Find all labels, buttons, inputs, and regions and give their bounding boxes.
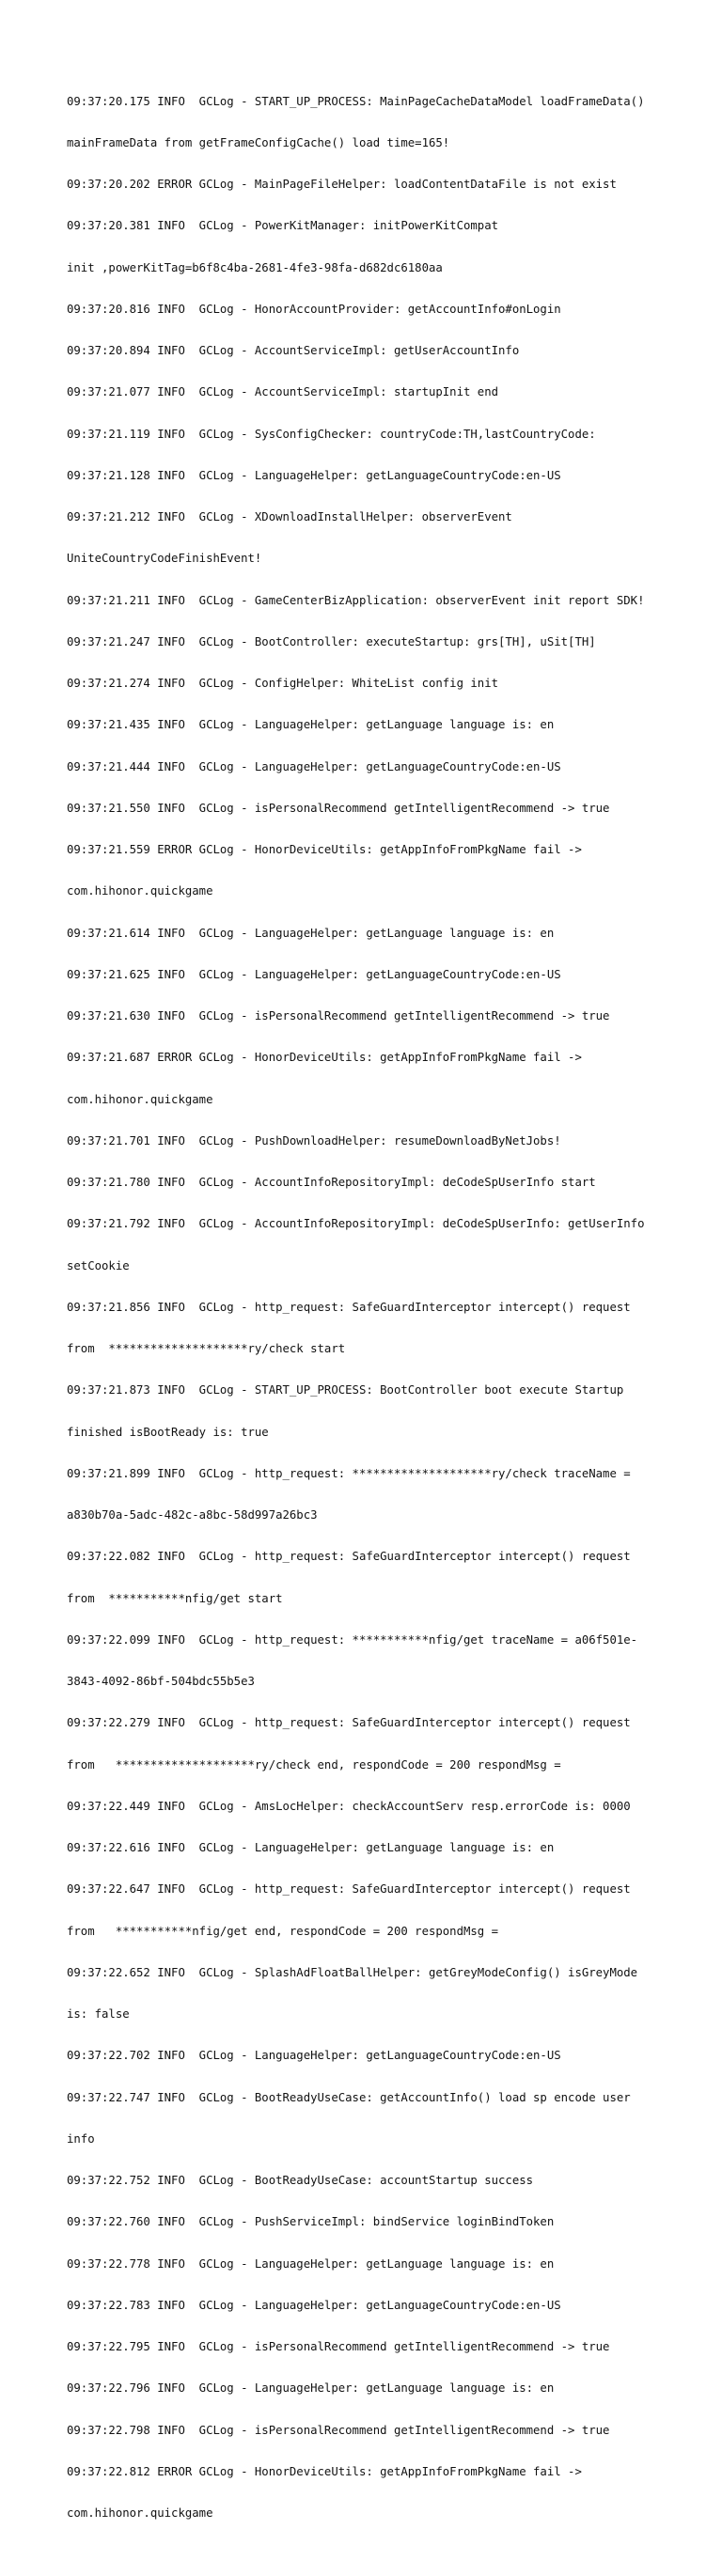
- log-line: 09:37:21.873 INFO GCLog - START_UP_PROCESS: BootController boot execute Startup: [67, 1383, 624, 1397]
- log-line: 09:37:21.625 INFO GCLog - LanguageHelper: getLanguageCountryCode:en-US: [67, 967, 561, 981]
- log-line: com.hihonor.quickgame: [67, 884, 213, 898]
- log-line: from ********************ry/check start: [67, 1342, 346, 1355]
- log-line: 09:37:21.211 INFO GCLog - GameCenterBizApplication: observerEvent init report SDK!: [67, 593, 645, 607]
- log-line: 09:37:20.202 ERROR GCLog - MainPageFileHelper: loadContentDataFile is not exist: [67, 178, 617, 191]
- log-line: 09:37:22.812 ERROR GCLog - HonorDeviceUtils: getAppInfoFromPkgName fail ->: [67, 2464, 582, 2478]
- log-line: from ***********nfig/get start: [67, 1591, 283, 1605]
- log-line: a830b70a-5adc-482c-a8bc-58d997a26bc3: [67, 1508, 318, 1522]
- log-line: 09:37:21.212 INFO GCLog - XDownloadInstallHelper: observerEvent: [67, 510, 512, 523]
- log-text-block: [67, 67, 668, 2576]
- log-line: UniteCountryCodeFinishEvent!: [67, 552, 262, 566]
- log-line: 09:37:22.702 INFO GCLog - LanguageHelper: getLanguageCountryCode:en-US: [67, 2049, 561, 2063]
- log-line: 09:37:20.816 INFO GCLog - HonorAccountProvider: getAccountInfo#onLogin: [67, 302, 561, 316]
- log-line: 09:37:22.760 INFO GCLog - PushServiceImpl: bindService loginBindToken: [67, 2215, 555, 2229]
- log-line: init ,powerKitTag=b6f8c4ba-2681-4fe3-98fa-d682dc6180aa: [67, 260, 443, 274]
- log-line: 09:37:22.449 INFO GCLog - AmsLocHelper: checkAccountServ resp.errorCode is: 0000: [67, 1799, 631, 1813]
- log-line: is: false: [67, 2007, 130, 2021]
- log-line: 09:37:21.274 INFO GCLog - ConfigHelper: WhiteList config init: [67, 677, 499, 690]
- log-line: 09:37:21.077 INFO GCLog - AccountServiceImpl: startupInit end: [67, 385, 499, 399]
- log-line: finished isBootReady is: true: [67, 1425, 269, 1439]
- log-line: 09:37:21.630 INFO GCLog - isPersonalRecommend getIntelligentRecommend -> true: [67, 1009, 610, 1023]
- log-line: 09:37:21.614 INFO GCLog - LanguageHelper: getLanguage language is: en: [67, 926, 555, 940]
- log-line: 09:37:21.899 INFO GCLog - http_request: ********************ry/check traceName =: [67, 1466, 631, 1480]
- log-line: 09:37:20.894 INFO GCLog - AccountServiceImpl: getUserAccountInfo: [67, 344, 520, 357]
- log-line: 09:37:22.795 INFO GCLog - isPersonalRecommend getIntelligentRecommend -> true: [67, 2340, 610, 2353]
- log-line: 09:37:21.435 INFO GCLog - LanguageHelper: getLanguage language is: en: [67, 718, 555, 732]
- log-line: mainFrameData from getFrameConfigCache() load time=165!: [67, 135, 450, 149]
- log-line: info: [67, 2131, 95, 2146]
- log-line: 09:37:22.796 INFO GCLog - LanguageHelper: getLanguage language is: en: [67, 2381, 555, 2396]
- log-line: 09:37:22.752 INFO GCLog - BootReadyUseCase: accountStartup success: [67, 2174, 534, 2187]
- log-line: 09:37:21.444 INFO GCLog - LanguageHelper: getLanguageCountryCode:en-US: [67, 759, 561, 773]
- log-line: 09:37:21.247 INFO GCLog - BootController: executeStartup: grs[TH], uSit[TH]: [67, 634, 596, 648]
- log-line: 09:37:21.559 ERROR GCLog - HonorDeviceUtils: getAppInfoFromPkgName fail ->: [67, 843, 582, 856]
- log-line: 09:37:21.792 INFO GCLog - AccountInfoRepositoryImpl: deCodeSpUserInfo: getUserInfo: [67, 1217, 645, 1231]
- log-line: 09:37:22.783 INFO GCLog - LanguageHelper: getLanguageCountryCode:en-US: [67, 2298, 561, 2312]
- log-line: 09:37:22.082 INFO GCLog - http_request: SafeGuardInterceptor intercept() request: [67, 1550, 631, 1564]
- log-line: from ********************ry/check end, respondCode = 200 respondMsg =: [67, 1757, 561, 1772]
- log-line: 09:37:21.119 INFO GCLog - SysConfigChecker: countryCode:TH,lastCountryCode:: [67, 427, 596, 441]
- log-line: 09:37:21.687 ERROR GCLog - HonorDeviceUtils: getAppInfoFromPkgName fail ->: [67, 1051, 582, 1065]
- log-line: 09:37:22.652 INFO GCLog - SplashAdFloatBallHelper: getGreyModeConfig() isGreyMode: [67, 1965, 638, 1979]
- log-line: 09:37:21.856 INFO GCLog - http_request: SafeGuardInterceptor intercept() request: [67, 1300, 631, 1314]
- log-line: 09:37:22.747 INFO GCLog - BootReadyUseCase: getAccountInfo() load sp encode user: [67, 2090, 631, 2104]
- log-line: from ***********nfig/get end, respondCode = 200 respondMsg =: [67, 1924, 499, 1938]
- log-line: 09:37:20.175 INFO GCLog - START_UP_PROCESS: MainPageCacheDataModel loadFrameData(): [67, 94, 645, 108]
- log-line: 09:37:22.279 INFO GCLog - http_request: SafeGuardInterceptor intercept() request: [67, 1716, 631, 1730]
- log-line: 09:37:21.701 INFO GCLog - PushDownloadHelper: resumeDownloadByNetJobs!: [67, 1133, 561, 1147]
- log-line: com.hihonor.quickgame: [67, 2506, 213, 2520]
- log-line: setCookie: [67, 1258, 130, 1272]
- log-line: 09:37:22.616 INFO GCLog - LanguageHelper: getLanguage language is: en: [67, 1841, 555, 1854]
- log-line: 09:37:22.647 INFO GCLog - http_request: SafeGuardInterceptor intercept() request: [67, 1882, 631, 1897]
- log-line: 09:37:22.778 INFO GCLog - LanguageHelper: getLanguage language is: en: [67, 2256, 555, 2271]
- log-line: 09:37:22.099 INFO GCLog - http_request: ***********nfig/get traceName = a06f501e-: [67, 1632, 638, 1647]
- log-line: 09:37:21.780 INFO GCLog - AccountInfoRepositoryImpl: deCodeSpUserInfo start: [67, 1176, 596, 1189]
- log-line: 09:37:20.381 INFO GCLog - PowerKitManager: initPowerKitCompat: [67, 219, 499, 233]
- log-line: com.hihonor.quickgame: [67, 1092, 213, 1106]
- log-line: 3843-4092-86bf-504bdc55b5e3: [67, 1675, 255, 1688]
- log-line: 09:37:21.128 INFO GCLog - LanguageHelper: getLanguageCountryCode:en-US: [67, 468, 561, 482]
- log-line: 09:37:21.550 INFO GCLog - isPersonalRecommend getIntelligentRecommend -> true: [67, 801, 610, 815]
- log-line: 09:37:22.798 INFO GCLog - isPersonalRecommend getIntelligentRecommend -> true: [67, 2423, 610, 2437]
